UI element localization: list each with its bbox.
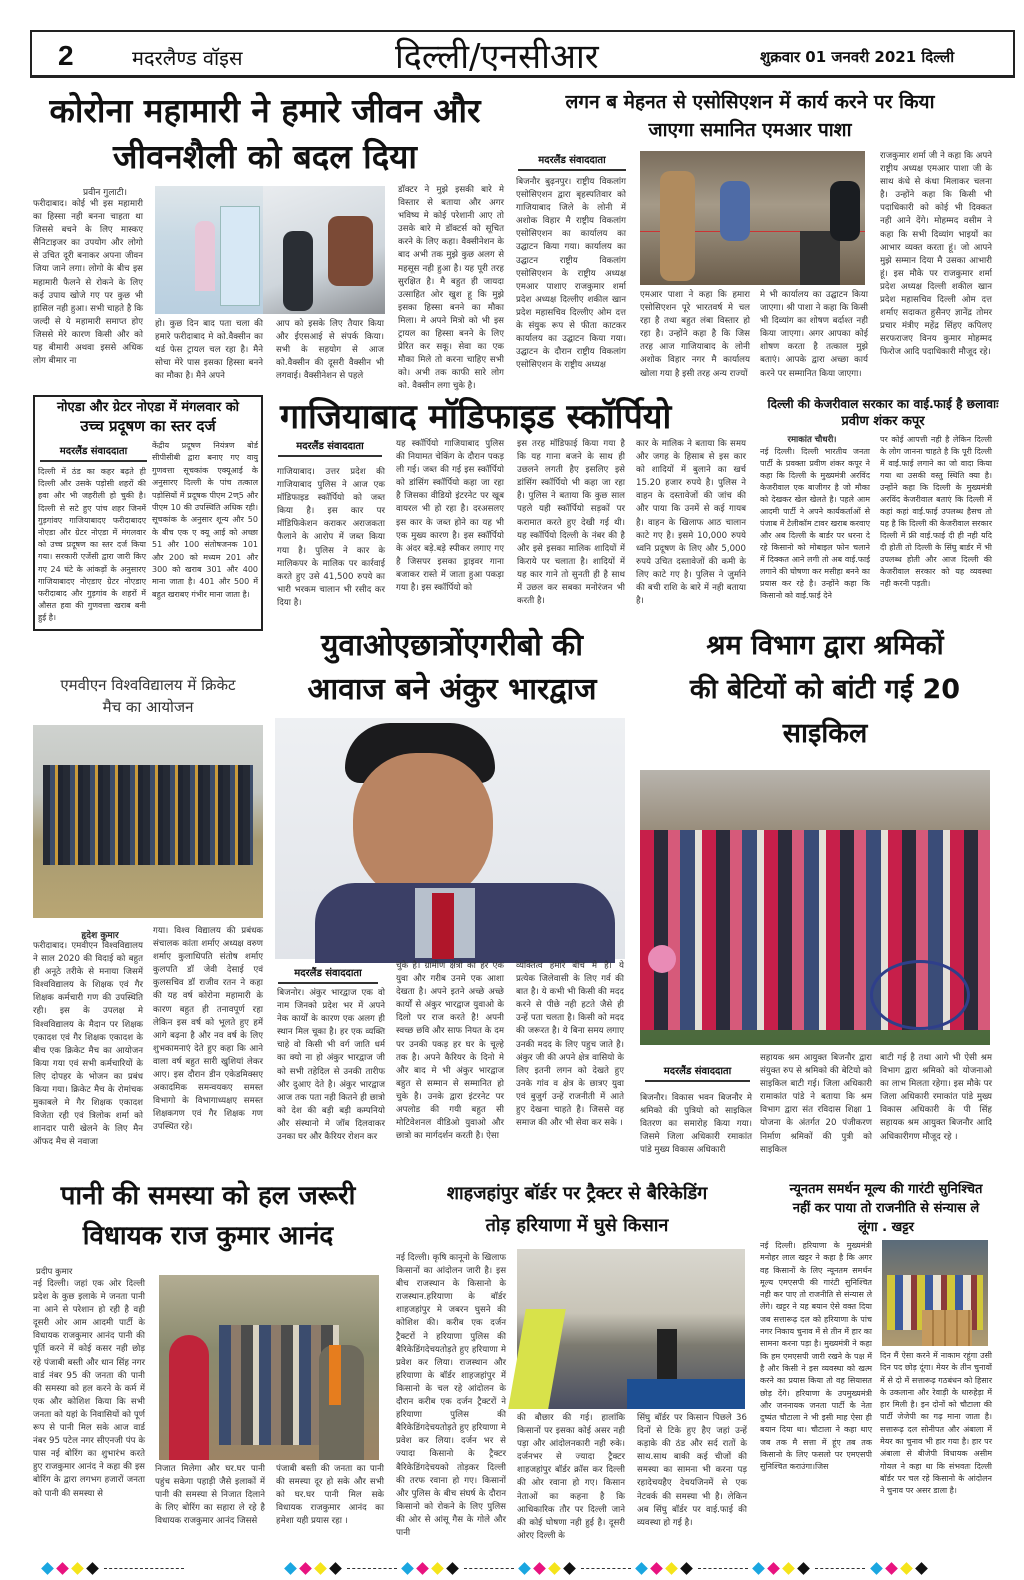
headline: लगन ब मेहनत से एसोसिएशन में कार्य करने पर किया जाएगा समानित एमआर पाशा	[565, 91, 935, 141]
tractor	[627, 1379, 745, 1409]
tie	[432, 893, 454, 959]
person-figure	[660, 171, 695, 281]
article-column: बिजनौर। विकास भवन बिजनौर मे श्रमिको की पुत्रियो को साइकिल वितरण का समारोह किया गया। जिसमे जिला अधिकारी रमाकांत पांडे मुख्य विकास अधिकारी	[640, 1093, 752, 1156]
black-diamond-icon	[681, 1562, 694, 1575]
byline: प्रदीप कुमार	[36, 1267, 73, 1277]
article-column: बिजनोर। अंकुर भारद्वाज एक वो नाम जिनको प्रदेश भर में अपने नेक कार्यों के कारण एक अलग ही स्थान मिल चूका है। हर एक व्यक्ति चाहे वो किसी भी वर्ग जाति धर्म का क्यो ना हो अंकुर भारद्वाज जी को सभी तहेदिल से उनकी तारीफ और दुआए देते है। अंकुर भारद्वाज आज तक पता नही कितने ही छात्रो को देश की बड़ी बड़ी कम्पनियो और संस्थानो मे जॉब दिलवाकर उनका घर और कैरियर रोशन कर	[277, 988, 385, 1143]
byline: मदरलैंड संवाददाता	[645, 1063, 750, 1082]
black-diamond-icon	[563, 1562, 576, 1575]
article-column: सहायक श्रम आयुक्त बिजनौर द्वारा संयुक्त रुप से श्रमिको की बेटियो को साइकिल बाटी गई। जिला अधिकारी रामाकांत पांडे ने बताया कि श्रम विभाग द्वारा संत रविदास शिक्षा 1 योजना के अंतर्गत 20 पंजीकरण निर्माण श्रमिकों की पुत्री को साइकिल	[760, 1053, 872, 1155]
players-group	[43, 765, 253, 865]
vaccination-photo	[263, 186, 385, 314]
article-column: बाटी गई है तथा आगे भी ऐसी श्रम विभाग द्वारा श्रमिको को योजनाओ का लाभ मिलता रहेगा। इस मौके पर जिला अधिकारी रमाकांत पांडे मुख्य विकास अधिकारी के पी सिंह सहायक श्रम आयुक्त बिजनौर आदि अधिकारीगण मौजूद रहे ।	[880, 1053, 992, 1142]
dashed-rule	[581, 1568, 631, 1569]
article-column: गया। विश्व विद्यालय की प्रबंधक संचालक कांता शर्माए अध्यक्ष वरुण शर्माए कुलाधिपति संतोष शर्माए कुलपति डॉ जेवी देसाई एवं कुलसचिव डॉ राजीव रतन ने कहा की यह वर्ष कोरोना महामारी के कारण बहुत ही तनावपूर्ण रहा लेकिन इस वर्ष को भूलते हुए हमें आगे बढ़ना है और नव वर्ष के लिए शुभकामनाएं देते हुए कहा कि आने वाला वर्ष बहुत सारी खुशियां लेकर आए। इस दौरान डीन एकेडमिक्सए अकादमिक समन्वयकए समस्त विभागो के विभागाध्यक्षए समस्त शिक्षकगण एवं गैर शिक्षक गण उपस्थित रहे।	[153, 926, 263, 1133]
mark-group	[634, 1558, 746, 1577]
magenta-diamond-icon	[651, 1562, 664, 1575]
yellow-diamond-icon	[900, 1562, 913, 1575]
article-column: व्यक्तित्व हमारे बीच मे है। ये प्रत्येक जिलेवासी के लिए गर्व की बात है। ये कभी भी किसी की मदद करने से पीछे नही हटते जैसे ही उन्हें पता चलता है। किसी को मदद की जरूरत है। ये बिना समय लगाए उनकी मदद के लिए पहुच जाते है। अंकुर जी की अपने क्षेत्र वासियो के लिए इतनी लगन को देखते हुए उनके गांव व क्षेत्र के छात्रए युवा एवं बुजुर्ग उन्हें राजनीती में आते हुए देखना चाहते है। जिससे वह समाज की और भी सेवा कर सके ।	[516, 961, 624, 1129]
article-column: दिल्ली में ठंड का कहर बढ़ते ही दिल्ली और उसके पड़ोसी शहरों की हवा और भी जहरीली हो चुकी है। दिल्ली से सटे हुए पांच शहर जिनमें गुड़गांवए गाजियाबादए फरीदाबादए नोएडा और ग्रेटर नोएडा में मंगलवार को उच्च प्रदूषण का स्तर दर्ज किया गया। सरकारी एजेंसी द्वारा जारी किए गए 24 घंटे के आंकड़ों के अनुसारए गाजियाबादए नोएडाए ग्रेटर नोएडाए फरीदाबाद और गुड़गांव के शहरों में औसत हवा की गुणवत्ता खराब बनी हुई है।	[38, 467, 146, 623]
dashed-rule	[815, 1568, 865, 1569]
black-diamond-icon	[329, 1562, 342, 1575]
article-column: इस तरह मॉडिफाई किया गया है कि यह गाना बजने के साथ ही उछलने लगती हैए इसलिए इसे डांसिंग स्कॉर्पियो भी कहा जा रहा है। पुलिस ने बताया कि कुछ साल पहले यही स्कॉर्पियो सड़कों पर करामात करते हुए देखी गई थी। यह स्कॉर्पियो दिल्ली के नंबर की है और इसे इसका मालिक शादियों में किराये पर चलाता है। शादियों में यह कार गाने तो सुनती ही है साथ में उछल कर सबका मनोरंजन भी करती है।	[517, 439, 625, 607]
article-column: सिंघु बॉर्डर पर किसान पिछले 36 दिनों से टिके हुए हैए जहां उन्हें कड़ाके की ठंड और सर्द रातों के साथ.साथ बाकी कई चीजों की समस्या का सामना भी करना पड़ रहादेचयहैए देचयजिनमें से एक नेटवर्क की समस्या भी है। लेकिन अब सिंघु बॉर्डर पर वाई.फाई की व्यवस्था हो गई है।	[637, 1413, 747, 1528]
headline: पानी की समस्या को हल जरूरी विधायक राज कुमार आनंद	[60, 1181, 356, 1251]
inauguration-photo	[640, 151, 865, 285]
yellow-diamond-icon	[71, 1562, 84, 1575]
article-column: नई दिल्ली। दिल्ली भारतीय जनता पार्टी के प्रवक्ता प्रवीण शंकर कपूर ने कहा कि दिल्ली के मुख्यमंत्री अरविंद केजरीवाल एक बाजीगर है जो मौका को देखकर खेल खेलते है। पहले आम आदमी पार्टी ने अपने कार्यकर्ताओं से पंजाब में टेलीकॉम टावर खराब करवाए और अब दिल्ली के बार्डर पर धरना दे रहे किसानो को मोबाइल फोन चलाने में दिक्कत आने लगी तो अब वाई.फाई लगाने की घोषणा कर मसीहा बनने का प्रयास कर रहे है। उन्होंने कहा कि किसानो को वाई.फाई देने	[760, 447, 870, 600]
magenta-diamond-icon	[885, 1562, 898, 1575]
magenta-diamond-icon	[533, 1562, 546, 1575]
registration-marks	[40, 1558, 1020, 1577]
flag	[508, 1309, 566, 1409]
article-column: कार के मालिक ने बताया कि समय और जगह के हिसाब से इस कार को शादियों में बुलाने का खर्च 15.20 हजार रुपये है। पुलिस ने वाहन के दस्तावेजों की जांच की और पाया कि उनमें से कई गायब है। वाहन के खिलाफ आठ चालान काटे गए है। इसमे 10,000 रुपये ध्वनि प्रदूषण के लिए और 5,000 रुपये उचित दस्तावेजों की कमी के लिए काटे गए है। पुलिस ने जुर्माने की बची राशि के बारे में नही बताया है।	[636, 439, 746, 607]
yellow-diamond-icon	[548, 1562, 561, 1575]
article-column: बिजनौर बुढ़नपुर। राष्ट्रीय विकलांग एसोसिएशन द्वारा बृहस्पतिवार को गाजियाबाद जिले के लोनी में अशोक विहार मै राष्ट्रीय विकलांग एसोसिएशन का कार्यालय का उद्घाटन किया गया। कार्यालय का उद्घाटन राष्ट्रीय विकलांग एसोसिएशन के राष्ट्रीय अध्यक्ष एमआर पाशाए राजकुमार शर्मा प्रदेश अध्यक्ष दिल्लीए शकील खान प्रदेश महासचिव दिल्लीए ओम दत्त के संयुक रूप से फीता काटकर कार्यालय का उद्घाटन किया गया। उद्घाटन के दौरान राष्ट्रीय विकलांग एसोसिएशन के राष्ट्रीय अध्यक्ष	[516, 177, 626, 371]
magenta-diamond-icon	[56, 1562, 69, 1575]
article-column: नई दिल्ली। हरियाणा के मुख्यमंत्री मनोहर लाल खट्टर ने कहा है कि अगर वह किसानों के लिए न्यूनतम समर्थन मूल्य एमएसपी की गारंटी सुनिश्चित नही कर पाए तो राजनीति से संन्यास ले लेंगे। खट्टर ने यह बयान ऐसे वक्त दिया जब सत्तारूढ़ दल को हरियाणा के पांच नगर निकाय चुनाव में से तीन में हार का सामना करना पड़ा है। मुख्यमंत्री ने कहा कि हम एमएसपी जारी रखने के पक्ष में है और किसी ने इस व्यवस्था को खत्म करने का प्रयास किया तो वह सियासत छोड़ देंगे। हरियाणा के उपमुख्यमंत्री और जननायक जनता पार्टी के नेता दुष्यंत चौटाला ने भी इसी माह ऐसा ही बयान दिया था। चौटाला ने कहा थाए जब तक मै सत्ता में हूंए तब तक किसानो के लिए फसलो पर एमएसपी सुनिश्चित कराउंगा।जिस	[760, 1241, 872, 1472]
cyan-diamond-icon	[753, 1562, 766, 1575]
mark-group	[517, 1558, 629, 1577]
article-column: नई दिल्ली। जहां एक ओर दिल्ली प्रदेश के कुछ इलाके मे जनता पानी ना आने से परेशान हो रही है वही दूसरी ओर आम आदमी पार्टी के विधायक राजकुमार आनंद पानी की पूर्ति करने में कोई कसर नही छोड़ रहे पंजाबी बस्ती और धान सिंह नगर वार्ड नंबर 95 की जनता की पानी की समस्या को हल करने के कर्म में एक और कोशिश किया कि सभी जनता को यहां के निवासियों को पूर्ण रूप से पानी मिल सके आज वार्ड नंबर 95 पटेल नगर सीएनजी पंप के पास नई बोरिंग का शुभारंभ करते हुए राजकुमार आनंद ने कहा की इस बोरिंग के द्वारा लगभग हजारों जनता को पानी की समस्या से	[33, 1279, 145, 1499]
byline: मदरलैंड संवाददाता	[518, 152, 626, 171]
article-column: नई दिल्ली। कृषि कानूनो के खिलाफ किसानों का आंदोलन जारी है। इस बीच राजस्थान के किसानो के राजस्थान.हरियाणा के बॉर्डर शाहजहांपुर मे जबरन घुसने की कोशिश की। करीब एक दर्जन ट्रैक्टरों ने हरियाणा पुलिस की बैरिकेडिंगदेचयतोड़ते हुए हरियाणा मे प्रवेश कर लिया। राजस्थान और हरियाणा के बॉर्डर शाहजहांपुर में किसानो के चल रहे आंदोलन के दौरान करीब एक दर्जन ट्रैक्टरों ने हरियाणा पुलिस की बैरिकेडिंगदेचयतोड़ते हुए हरियाणा मे प्रवेश कर लिया। दर्जन भर से ज्यादा किसानो के ट्रैक्टर बैरिकेडिंगदेचयको तोड़कर दिल्ली की तरफ रवाना हो गए। किसानों और पुलिस के बीच संघर्ष के दौरान किसानो को रोकने के लिए पुलिस की ओर से आंसू गैस के गोले और पानी	[396, 1253, 506, 1538]
person-figure	[195, 221, 215, 291]
article-column: फरीदाबाद। कोई भी इस महामारी का हिस्सा नही बनना चाहता था जिससे बचने के लिए मास्कए सैनिटाइजर का उपयोग और लोगो से उचित दूरी बनाकर अपना जीवन जिया जाने लगा। लोगो के बीच इस महामारी फैलने से रोकने के लिए कई उपाय खोजे गए पर कुछ भी हासिल नही हुआ। सभी चाहते है कि जल्दी से ये महामारी समाप्त होए जिससे मेरे कारण किसी और को यह बीमारी अथवा इससे अधिक लोग बीमार ना	[33, 199, 143, 367]
article-column: यह स्कॉर्पियो गाजियाबाद पुलिस की नियामत चेकिंग के दौरान पकड़ ली गई। जब्त की गई इस स्कॉर्पियो को डांसिंग स्कॉर्पियो कहा जा रहा है जिसका वीडियो इंटरनेट पर खूब वायरल भी हो रहा है। दरअसलए इस कार के जब्त होने का यह भी एक मुख्य कारण है। इस स्कॉर्पियो के अंदर बड़े.बड़े स्पीकर लगाए गए है जिसपर इसका ड्राइवर गाना बजाकर रास्ते में जाता हुआ पकड़ा गया है। इस स्कॉर्पियो को	[396, 439, 504, 594]
article-column: हो। कुछ दिन बाद पता चला की हमारे फरीदाबाद मे को.वैक्सीन का थर्ड फेस ट्रायल चल रहा है। मैने सोचा मेरे पास इसका हिस्सा बनने का मौका है। मैने अपने	[155, 319, 263, 382]
byline: प्रवीन गुलाटी।	[82, 188, 128, 198]
dashed-rule	[104, 1568, 184, 1569]
issue-date: शुक्रवार 01 जनवरी 2021 दिल्ली	[760, 48, 955, 66]
magenta-diamond-icon	[768, 1562, 781, 1575]
cycle-distribution-photo	[640, 770, 990, 1045]
brand-name: मदरलैण्ड वॉइस	[132, 46, 243, 70]
black-diamond-icon	[915, 1562, 928, 1575]
headline: नोएडा और ग्रेटर नोएडा में मंगलवार को उच्च प्रदूषण का स्तर दर्ज	[56, 400, 240, 435]
article-column: दिन मैं ऐसा करने में नाकाम रहूंगा उसी दिन पद छोड़ दूंगा। मेयर के तीन चुनावों में से दो में सत्तारूढ़ गठबंधन को हिसार के उकलाना और रेवाड़ी के धारुहेड़ा में हार मिली है। इन दोनों को चौटाला की पार्टी जेजेपी का गढ़ माना जाता है। सत्तारूढ़ दल सोनीपत और अंबाला में मेयर का चुनाव भी हार गया है। हार पर अंबाला से बीजेपी विधायक असीम गोयल ने कहा था कि संभवतः दिल्ली बॉर्डर पर चल रहे किसानो के आंदोलन ने चुनाव पर असर डाला है।	[880, 1351, 992, 1496]
article-column: चुके है। ग्रामीण क्षेत्रो का हर एक युवा और गरीब उनमे एक आशा देखता है। अपने इतने अच्छे अच्छे कार्यों से अंकुर भारद्वाज युवाओ के दिलो पर राज करते है! अपनी स्वच्छ छवि और साफ नियत के दम पर उनकी पकड़ हर घर के चूल्हे तक है। अपने कैरियर के दिनो मे और बाद मे भी अंकुर भारद्वाज बहुत से सम्मान से सम्मानित हो चुके है। उनके द्वारा इंटरनेट पर अपलोड की गयी बहुत सी मोटिवेशनल वीडिओ युवाओ और छात्रो का मार्गदर्शन करती है। ऐसा	[396, 961, 504, 1142]
dashed-rule	[347, 1568, 397, 1569]
balloon	[648, 945, 676, 973]
speaker	[657, 1329, 677, 1379]
ankur-portrait-photo	[275, 718, 625, 959]
article-column: आप को इसके लिए तैयार किया और ईएसआई से संपर्क किया। सभी के सहयोग से आज को.वैक्सीन की दूसरी वैक्सीन भी लगवाई। वैक्सीनेशन से पहले	[276, 319, 384, 382]
article-column: फरीदाबाद। एमवीएन विश्वविद्यालय ने साल 2020 की विदाई को बहुत ही अनूठे तरीके से मनाया जिसमें विश्वविद्यालय के शिक्षक एवं गैर शिक्षक कर्मचारी गण की उपस्थिति रही। इस के उपलक्ष मे विश्वविद्यालय के मैदान पर शिक्षक एकादश एवं गैर शिक्षक एकादश के बीच एक क्रिकेट मैच का आयोजन किया गया एवं सभी कर्मचारियों के लिए दोपहर के भोजन का प्रबंध किया गया। क्रिकेट मैच के रोमांचक मुकाबले मे गैर शिक्षक एकादश विजेता रही एवं त्रिलोक शर्मा को शानदार पारी खेलने के लिए मैन ऑफद मैच से नवाजा	[33, 941, 143, 1148]
article-column: मे भी कार्यालय का उद्घाटन किया जाएगा। श्री पाशा ने कहा कि किसी भी दिव्यांग का शोषण बर्दाश्त नही किया जाएगा। अगर आपका कोई शोषण करता है तत्काल मुझे बताएं। आपके द्वारा अच्छा कार्य करने पर सम्मानित किया जाएगा।	[760, 290, 868, 379]
black-diamond-icon	[86, 1562, 99, 1575]
article-column: एमआर पाशा ने कहा कि हमारा एसोसिएशन पूरे भारतवर्ष मे चल रहा है तथा बहुत लंबा विस्तार हो रहा है। उन्होंने कहा है कि जिस तरह आज गाजियाबाद के लोनी अशोक विहार नगर मै कार्यालय खोला गया है इसी तरह अन्य राज्यों	[640, 290, 750, 379]
magenta-diamond-icon	[416, 1562, 429, 1575]
article-column: पर कोई आपत्ती नही है लेकिन दिल्ली के लोग जानना चाहते है कि पूरी दिल्ली में वाई.फाई लगाने का जो वादा किया गया था उसकी वस्तु स्थिति क्या है। उन्होंने कहा कि दिल्ली के मुख्यमंत्री अरविंद केजरीवाल बताएं कि दिल्ली में कहां कहां वाई.फाई उपलब्ध हैसच तो यह है कि दिल्ली की केजरीवाल सरकार दिल्ली में फ्री वाई.फाई दी ही नही यदि दी होती तो दिल्ली के सिंघु बार्डर में भी उपलब्ध होती और आज दिल्ली की केजरीवाल सरकार को यह व्यवस्था नही करनी पड़ती।	[880, 435, 992, 588]
byline: मदरलैंड संवाददाता	[278, 438, 382, 457]
black-diamond-icon	[446, 1562, 459, 1575]
mark-group	[283, 1558, 395, 1577]
article-column: पंजाबी बस्ती की जनता का पानी की समस्या दूर हो सके और सभी को घर.घर पानी मिल सके विधायक राजकुमार आनंद का हमेशा यही प्रयास रहा ।	[276, 1464, 384, 1527]
dashed-rule	[464, 1568, 514, 1569]
article-column: निजात मिलेगा और घर.घर पानी पहुंच सकेगा पहाड़ी जैसे इलाकों में पानी की समस्या से निजात दिलाने के लिए बोरिंग का सहारा ले रहे है विधायक राजकुमार आनंद जिससे	[155, 1464, 265, 1527]
garland	[329, 1345, 341, 1405]
article-column: गाजियाबाद। उत्तर प्रदेश की गाजियाबाद पुलिस ने आज एक मॉडिफाइड स्कॉर्पियो को जब्त किया है। इस कार पर मॉडिफिकेशन कराकर अराजकता फैलाने के आरोप में जब्त किया गया है। पुलिस ने कार के मालिकपर के मालिक पर कार्रवाई करते हुए उसे 41,500 रुपये का भारी भरकम चालान भी रसीद कर दिया है।	[277, 467, 385, 608]
mark-group	[751, 1558, 863, 1577]
headline: युवाओएछात्रोंएगरीबो की आवाज बने अंकुर भारद्वाज	[307, 628, 597, 707]
grain-sacks	[922, 1310, 972, 1346]
headline: गाजियाबाद मॉडिफाइड स्कॉर्पियो	[280, 397, 672, 437]
headline: शाहजहांपुर बॉर्डर पर ट्रैक्टर से बैरिकेडिंग तोड़ हरियाणा में घुसे किसान	[446, 1183, 708, 1236]
person-figure	[830, 181, 860, 241]
yellow-diamond-icon	[314, 1562, 327, 1575]
yellow-diamond-icon	[783, 1562, 796, 1575]
article-column: केंद्रीय प्रदूषण नियंत्रण बोर्ड सीपीसीबी द्वारा बनाए गए वायु गुणवत्ता सूचकांक एक्यूआई के अनुसारए दिल्ली के पांच तत्काल पड़ोसियों में प्रदूषक पीएम 2ण्5 और पीएम 10 की उपस्थिति अधिक रही। सूचकांक के अनुसार शून्य और 50 के बीच एक ए क्यू आई को अच्छा 51 और 100 संतोषजनक 101 और 200 को मध्यम 201 और 300 को खराब 301 और 400 माना जाता है। 401 और 500 में बहुत खराबए गंभीर माना जाता है।	[152, 441, 258, 599]
cyan-diamond-icon	[284, 1562, 297, 1575]
person-figure	[169, 1335, 209, 1460]
headline: एमवीएन विश्वविद्यालय में क्रिकेट मैच का आयोजन	[60, 676, 236, 716]
face	[353, 753, 493, 903]
article-column: की बौछार की गई। हालांकि किसानों पर इसका कोई असर नही पड़ा और आंदोलनकारी नही रुके। दर्जनभर से ज्यादा ट्रैक्टर शाहजहांपुर बॉर्डर क्रॉस कर दिल्ली की ओर रवाना हो गए। किसान नेताओं का कहना है कि आधिकारिक तौर पर दिल्ली जाने की कोई घोषणा नही हुई है। दूसरी ओरए दिल्ली के	[517, 1413, 625, 1541]
mark-group	[869, 1558, 949, 1577]
headline: न्यूनतम समर्थन मूल्य की गारंटी सुनिश्चित नहीं कर पाया तो राजनीति से संन्यास ले लूंगा . खट्टर	[789, 1182, 983, 1235]
patient-figure	[328, 216, 373, 286]
cyan-diamond-icon	[401, 1562, 414, 1575]
section-title: दिल्ली/एनसीआर	[395, 37, 599, 77]
byline: हृदेश कुमार	[81, 931, 119, 941]
black-diamond-icon	[798, 1562, 811, 1575]
cyan-diamond-icon	[41, 1562, 54, 1575]
yellow-diamond-icon	[431, 1562, 444, 1575]
tractor-protest-photo	[517, 1249, 745, 1409]
mark-group	[40, 1558, 278, 1577]
article-column: राजकुमार शर्मा जी ने कहा कि अपने राष्ट्रीय अध्यक्ष एमआर पाशा जी के साथ कंधे से कंधा मिलाकर चलना है। उन्होंने कहा कि किसी भी पदाधिकारी को कोई भी दिक्कत नही आने देंगे। मोहम्मद वसीम ने कहा कि सभी दिव्यांग भाइयों का आभार व्यक्त करता हूं। जो आपने मुझे सम्मान दिया मै उसका आभारी हूं। इस मौके पर राजकुमार शर्मा प्रदेश अध्यक्ष दिल्ली शकील खान प्रदेश महासचिव दिल्ली ओम दत्त शर्माए सदाकत हुसैनए ज्ञानेंद्र तोमर प्रचार मंत्रीए महेंद्र सिंहए कपिलए सरफराजए विनय कुमार मोहम्मद फिरोज आदि पदाधिकारी मौजूद रहे।	[880, 151, 992, 358]
yellow-diamond-icon	[666, 1562, 679, 1575]
nurse-figure	[283, 231, 313, 311]
person-figure	[720, 181, 750, 241]
dashed-rule	[698, 1568, 748, 1569]
page-number: 2	[58, 40, 74, 71]
mla-figure	[319, 1345, 364, 1460]
headline: कोरोना महामारी ने हमारे जीवन और जीवनशैली को बदल दिया	[49, 91, 481, 176]
article-column: डॉक्टर ने मुझे इसकी बारे मे विस्तार से बताया और अगर भविष्य मे कोई परेशानी आए तो उसके बारे मे डॉक्टर्स को सूचित करने के लिए कहा। वैक्सीनेशन के बाद अभी तक मुझे कुछ अलग से महसूस नही हुआ है। यह पूरी तरह सुरक्षित है। मै बहुत ही जायदा उत्साहित ओर खुश हू कि मुझे इसका हिस्सा बनने का मौका मिला। मे अपने मित्रो को भी इस ट्रायल का हिस्सा बनने के लिए प्रेरित कर सकू। सेवा का एक मौका मिले तो करना चाहिए सभी को। अभी तक काफी सारे लोग को. वैक्सीन लगा चुके है।	[398, 185, 504, 392]
cricket-team-photo	[33, 725, 263, 918]
bicycle-wheel	[870, 960, 970, 1030]
grain-market-photo	[882, 1240, 988, 1346]
cyan-diamond-icon	[636, 1562, 649, 1575]
byline: मदरलैंड संवाददाता	[40, 443, 147, 462]
cyan-diamond-icon	[870, 1562, 883, 1575]
cyan-diamond-icon	[518, 1562, 531, 1575]
water-event-photo	[159, 1275, 379, 1460]
byline: मदरलैंड संवाददाता	[278, 965, 378, 984]
article-corona	[30, 88, 500, 180]
byline: रमाकांत चौधरी।	[787, 435, 837, 445]
vaccine-trial-photo	[155, 186, 263, 314]
mark-group	[400, 1558, 512, 1577]
magenta-diamond-icon	[299, 1562, 312, 1575]
headline: श्रम विभाग द्वारा श्रमिकों की बेटियों को बांटी गई 20 साइकिल	[689, 630, 961, 749]
headline: दिल्ली की केजरीवाल सरकार का वाई.फाई है छलावाः प्रवीण शंकर कपूर	[767, 397, 999, 429]
banner	[220, 206, 260, 306]
